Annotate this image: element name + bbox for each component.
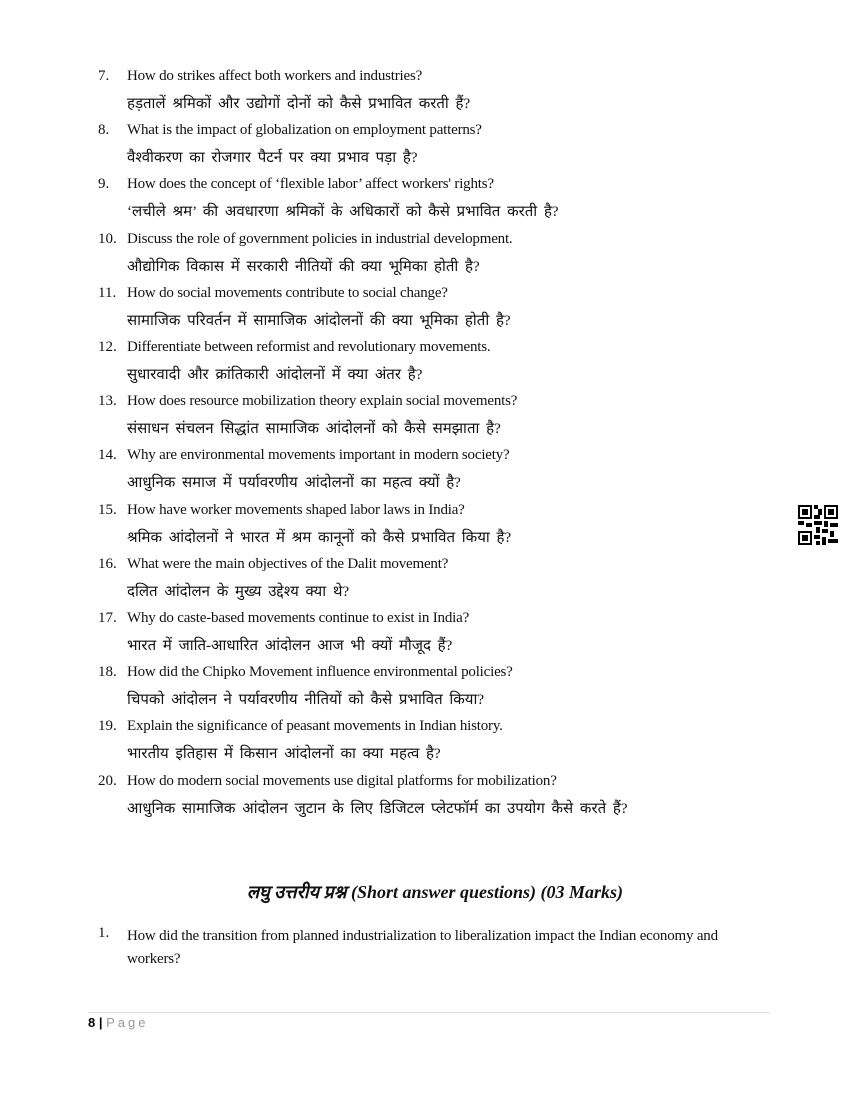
question-number: 15. (98, 501, 117, 518)
question-number: 11. (98, 284, 117, 301)
question-number: 19. (98, 718, 117, 735)
question-number: 10. (98, 230, 117, 247)
question-number: 7. (98, 68, 110, 84)
question-text-english: Why are environmental movements important in modern society? (127, 447, 510, 464)
question-number: 14. (98, 447, 117, 464)
question-text-hindi: श्रमिक आंदोलनों ने भारत में श्रम कानूनों को कैसे प्रभावित किया है? (127, 529, 512, 546)
question-text-hindi: वैश्वीकरण का रोजगार पैटर्न पर क्या प्रभाव पड़ा है? (127, 150, 418, 167)
question-number: 20. (98, 772, 117, 789)
question-text-hindi: हड़तालें श्रमिकों और उद्योगों दोनों को कैसे प्रभावित करती हैं? (127, 96, 471, 112)
section-heading: लघु उत्तरीय प्रश्न (Short answer questions) (03 Marks) (246, 882, 624, 902)
qr-code-icon (798, 505, 838, 545)
question-text-hindi: संसाधन संचलन सिद्धांत सामाजिक आंदोलनों को कैसे समझाता है? (127, 421, 501, 438)
question-text-hindi: आधुनिक समाज में पर्यावरणीय आंदोलनों का महत्व क्यों है? (127, 475, 461, 492)
question-number: 17. (98, 610, 117, 626)
question-text-english: How did the transition from planned industrialization to liberalization impact the Indian economy and workers? (127, 928, 718, 967)
question-text-english: How do social movements contribute to social change? (127, 284, 448, 301)
question-number: 1. (98, 925, 110, 941)
question-number: 12. (98, 339, 117, 355)
question-text-english: What were the main objectives of the Dalit movement? (127, 555, 449, 572)
question-text-hindi: भारतीय इतिहास में किसान आंदोलनों का क्या महत्व है? (127, 746, 441, 763)
page-number: 8 (88, 1015, 96, 1030)
footer-separator: | (98, 1015, 103, 1030)
question-number: 8. (98, 122, 110, 139)
question-text-english: How does the concept of ‘flexible labor’ affect workers' rights? (127, 176, 494, 193)
question-number: 16. (98, 555, 117, 572)
question-text-english: How do strikes affect both workers and industries? (127, 68, 423, 84)
question-text-english: Why do caste-based movements continue to exist in India? (127, 610, 470, 626)
question-number: 9. (98, 176, 110, 193)
question-text-hindi: दलित आंदोलन के मुख्य उद्देश्य क्या थे? (127, 583, 350, 600)
page-label: Page (106, 1015, 149, 1030)
question-text-english: Differentiate between reformist and revolutionary movements. (127, 339, 491, 355)
question-text-hindi: सुधारवादी और क्रांतिकारी आंदोलनों में क्या अंतर है? (127, 367, 423, 383)
question-text-hindi: औद्योगिक विकास में सरकारी नीतियों की क्या भूमिका होती है? (127, 258, 480, 275)
question-text-english: How do modern social movements use digital platforms for mobilization? (127, 772, 557, 789)
question-text-english: Explain the significance of peasant movements in Indian history. (127, 718, 503, 735)
question-text-english: How have worker movements shaped labor laws in India? (127, 501, 465, 518)
question-text-english: How did the Chipko Movement influence environmental policies? (127, 664, 513, 681)
question-text-hindi: भारत में जाति-आधारित आंदोलन आज भी क्यों मौजूद हैं? (127, 638, 453, 654)
footer-divider (88, 1012, 770, 1013)
question-number: 13. (98, 393, 117, 410)
question-text-hindi: आधुनिक सामाजिक आंदोलन जुटान के लिए डिजिटल प्लेटफॉर्म का उपयोग कैसे करते हैं? (127, 800, 628, 817)
question-text-hindi: चिपको आंदोलन ने पर्यावरणीय नीतियों को कैसे प्रभावित किया? (127, 692, 485, 709)
question-text-english: What is the impact of globalization on employment patterns? (127, 122, 482, 139)
page-footer (88, 1015, 149, 1030)
question-text-english: Discuss the role of government policies in industrial development. (127, 230, 513, 247)
question-text-english: How does resource mobilization theory explain social movements? (127, 393, 518, 410)
question-number: 18. (98, 664, 117, 681)
question-text-hindi: सामाजिक परिवर्तन में सामाजिक आंदोलनों की क्या भूमिका होती है? (127, 312, 511, 329)
question-text-hindi: ‘लचीले श्रम’ की अवधारणा श्रमिकों के अधिकारों को कैसे प्रभावित करती है? (127, 204, 559, 221)
